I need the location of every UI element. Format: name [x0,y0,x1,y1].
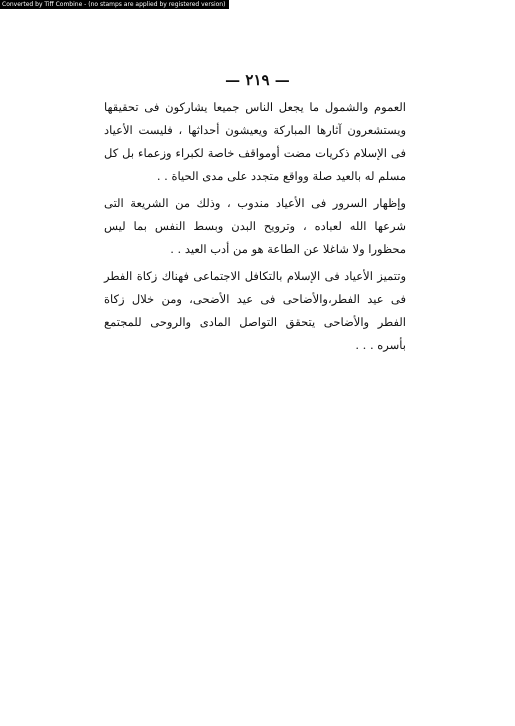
paragraph-3: وتتميز الأعياد فى الإسلام بالتكافل الاجتماعى فهناك زكاة الفطر فى عيد الفطر،والأضاحى فى عيد الأضحى، ومن خلال زكاة الفطر والأضاحى يتحقق التواصل المادى والروحى للمجتمع بأسره . . . [104,269,406,352]
paragraph-1: العموم والشمول ما يجعل الناس جميعا يشاركون فى تحقيقها ويستشعرون آثارها المباركة ويعيشون أحداثها ، فليست الأعياد فى الإسلام ذكريات مضت أومواقف خاصة لكبراء وزعماء بل كل مسلم له بالعيد صلة وواقع متجدد على مدى الحياة . . [104,100,406,183]
body-text [104,96,406,361]
paragraph-2: وإظهار السرور فى الأعياد مندوب ، وذلك من الشريعة التى شرعها الله لعباده ، وترويح البدن وبسط النفس بما ليس محظورا ولا شاغلا عن الطاعة هو من أدب العيد . . [104,196,406,256]
conversion-banner: Converted by Tiff Combine - (no stamps are applied by registered version) [0,0,229,9]
page-number: — ٢١٩ — [225,71,290,89]
